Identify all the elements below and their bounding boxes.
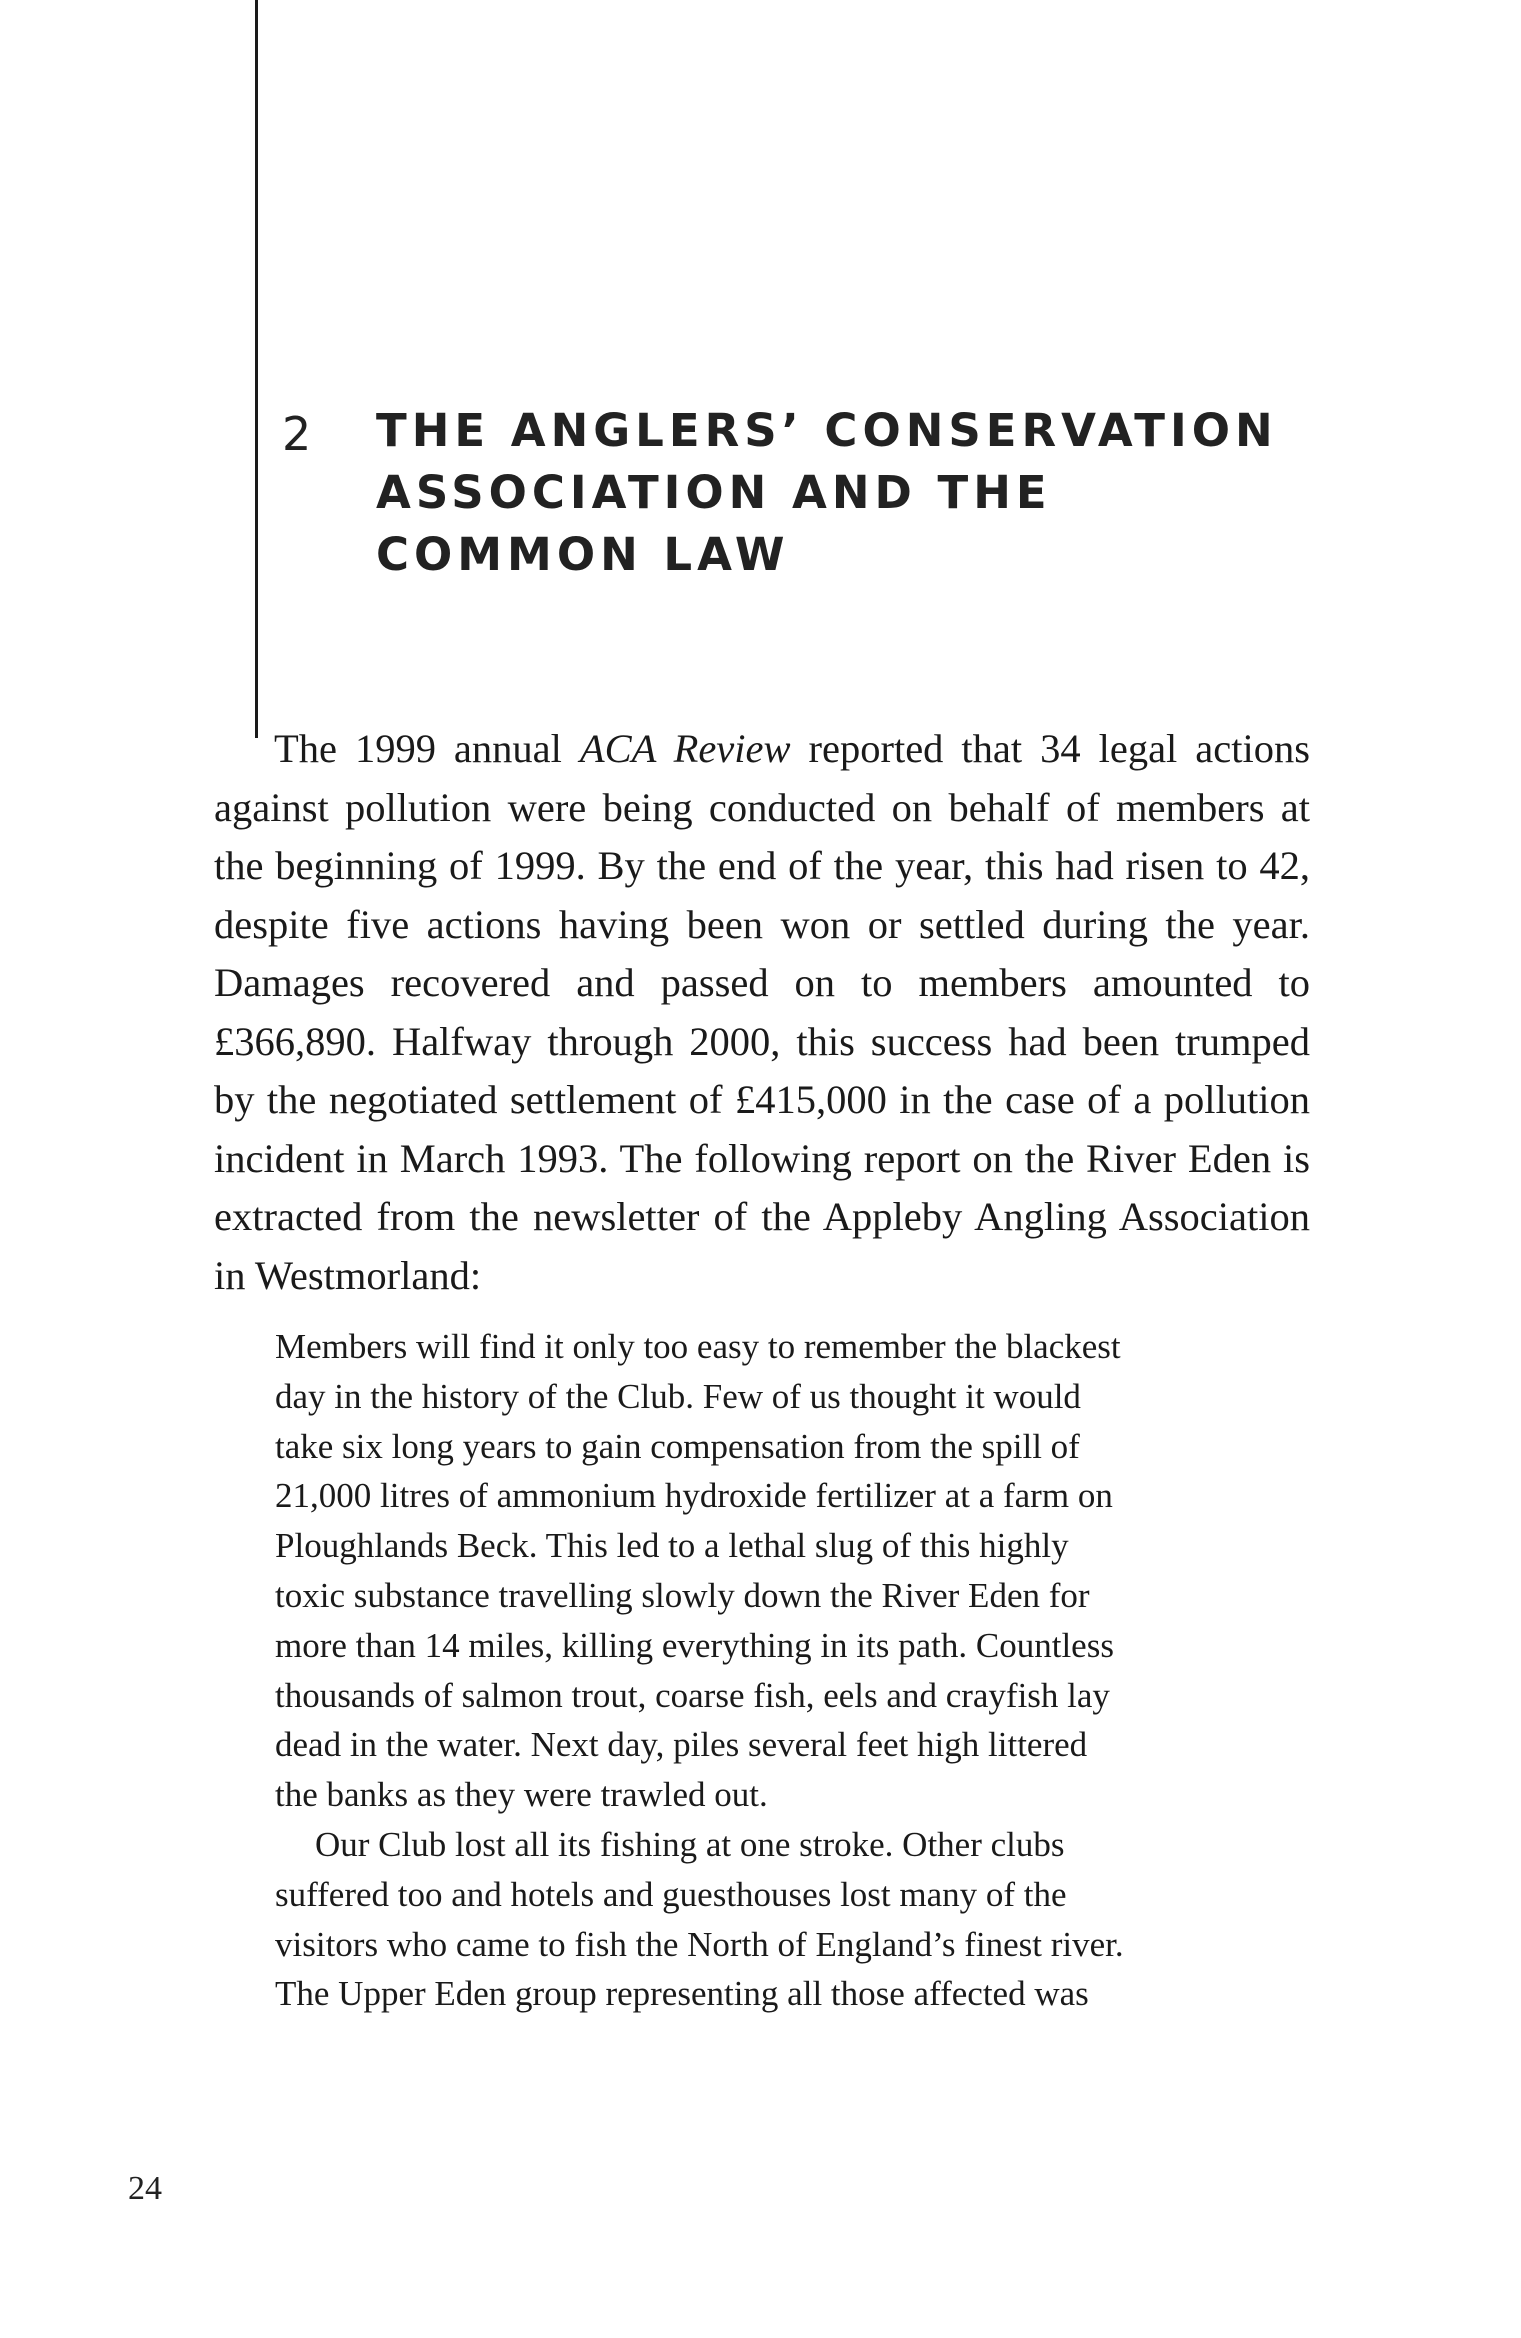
body-paragraph xyxy=(214,720,1310,1305)
body-line: despite five actions having been won or settled during the year. xyxy=(214,901,1310,947)
body-text-run: The 1999 annual xyxy=(274,726,580,771)
body-line: £366,890. Halfway through 2000, this success had been trumped xyxy=(214,1018,1310,1064)
body-line xyxy=(214,720,1310,779)
quote-line: the banks as they were trawled out. xyxy=(275,1775,768,1815)
body-text-run: reported that 34 legal actions xyxy=(790,726,1310,771)
quote-line: day in the history of the Club. Few of us thought it would xyxy=(275,1376,1081,1416)
chapter-title-line: THE ANGLERS’ CONSERVATION xyxy=(376,404,1278,457)
body-line: against pollution were being conducted on behalf of members at xyxy=(214,784,1310,830)
chapter-title-line: COMMON LAW xyxy=(376,528,790,581)
quote-line: dead in the water. Next day, piles several feet high littered xyxy=(275,1725,1088,1765)
quote-line: The Upper Eden group representing all those affected was xyxy=(275,1974,1089,2014)
page-number: 24 xyxy=(128,2170,162,2207)
quote-line: thousands of salmon trout, coarse fish, eels and crayfish lay xyxy=(275,1675,1110,1715)
quote-line: more than 14 miles, killing everything in its path. Countless xyxy=(275,1625,1114,1665)
quote-line: suffered too and hotels and guesthouses lost many of the xyxy=(275,1874,1067,1914)
vertical-rule xyxy=(255,0,258,738)
body-line: extracted from the newsletter of the Appleby Angling Association xyxy=(214,1194,1310,1239)
chapter-title xyxy=(376,400,1276,586)
body-line: Damages recovered and passed on to members amounted to xyxy=(214,960,1310,1005)
publication-title: ACA Review xyxy=(579,726,791,771)
body-line: incident in March 1993. The following report on the River Eden is xyxy=(214,1135,1310,1181)
chapter-title-line: ASSOCIATION AND THE xyxy=(376,466,1052,519)
body-line: the beginning of 1999. By the end of the year, this had risen to 42, xyxy=(214,843,1310,888)
quote-line: toxic substance travelling slowly down the River Eden for xyxy=(275,1575,1090,1615)
body-line: by the negotiated settlement of £415,000 in the case of a pollution xyxy=(214,1077,1310,1122)
quote-line: take six long years to gain compensation from the spill of xyxy=(275,1426,1080,1466)
chapter-number: 2 xyxy=(282,407,312,461)
quote-line: Our Club lost all its fishing at one stroke. Other clubs xyxy=(315,1824,1065,1864)
quote-line: Ploughlands Beck. This led to a lethal slug of this highly xyxy=(275,1526,1069,1566)
quote-line: visitors who came to fish the North of England’s finest river. xyxy=(275,1924,1124,1964)
quote-line: 21,000 litres of ammonium hydroxide fertilizer at a farm on xyxy=(275,1476,1113,1516)
quote-line: Members will find it only too easy to remember the blackest xyxy=(275,1327,1121,1366)
body-line: in Westmorland: xyxy=(214,1252,482,1298)
block-quote xyxy=(275,1322,1195,2019)
